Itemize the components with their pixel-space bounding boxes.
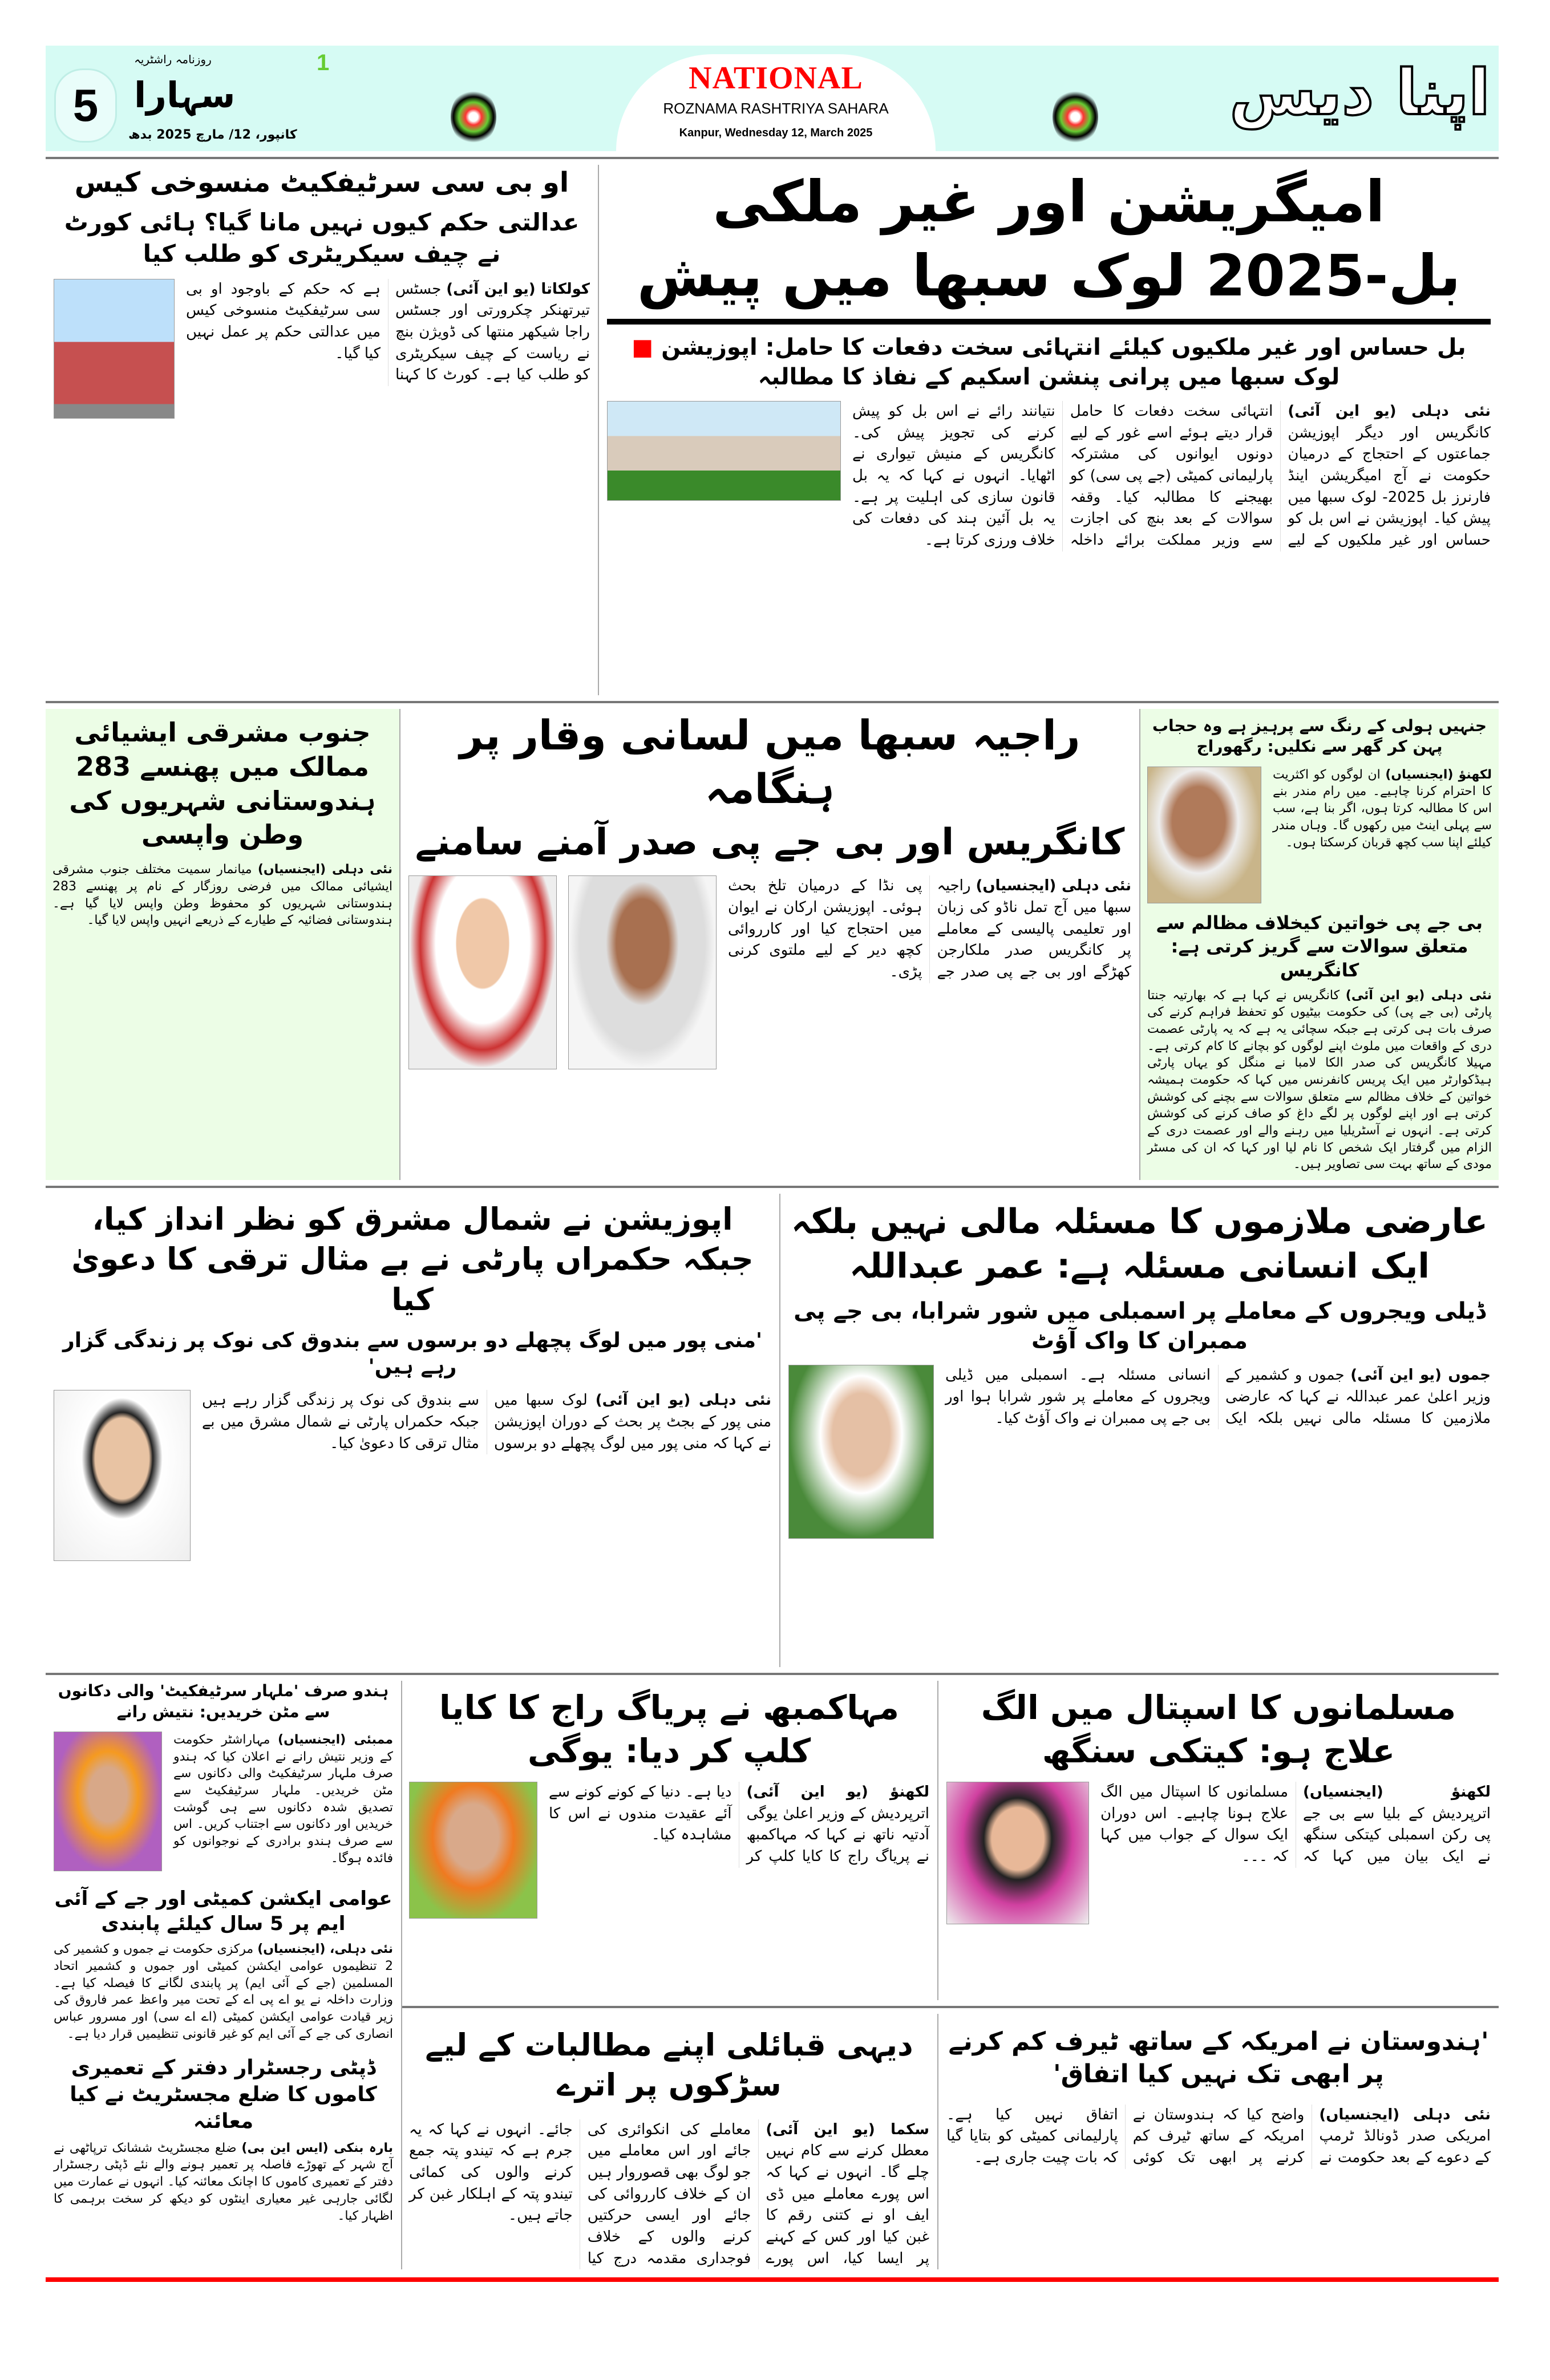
logo-name: سہارا [134, 74, 236, 116]
fifth-section [402, 2014, 1499, 2269]
parliament-photo [607, 401, 841, 501]
paper-name: ROZNAMA RASHTRIYA SAHARA [663, 100, 889, 117]
second-section [46, 709, 1499, 1180]
body-text: امریکی صدر ڈونالڈ ٹرمپ کے دعوے کے بعد حکومت نے واضح کیا کہ ہندوستان نے امریکہ کے ساتھ ٹیرف کم کرنے پر ابھی تک کوئی اتفاق نہیں کیا ہے۔ پارلیمانی کمیٹی کو بتایا گیا کہ بات چیت جاری ہے۔ [946, 2106, 1491, 2166]
story-body [173, 1732, 393, 1867]
body-text: کانگریس اور دیگر اپوزیشن جماعتوں کے احتجاج کے درمیان حکومت نے آج امیگریشن اینڈ فارنرز بل 2025- لوک سبھا میں پیش کیا۔ اپوزیشن نے اس بل کو حساس اور غیر ملکیوں کے لیے انتہائی سخت دفعات کا حامل قرار دیتے ہوئے اسے غور کے لیے دونوں ایوانوں کی مشترکہ پارلیمانی کمیٹی (جے پی سی) کو بھیجنے کا مطالبہ کیا۔ وقفہ سوالات کے بعد بنچ کی اجازت سے وزیر مملکت برائے داخلہ نتیانند رائے نے اس بل کو پیش کرنے کی تجویز پیش کی۔ کانگریس کے منیش تیواری نے اٹھایا۔ انہوں نے کہا کہ یہ بل قانون سازی کی اہلیت پر ہے۔ یہ بل آئین ہند کی دفعات کی خلاف ورزی کرتا ہے۔ [852, 403, 1491, 549]
headline: 'ہندوستان نے امریکہ کے ساتھ ٹیرف کم کرنے پر ابھی تک نہیں کیا اتفاق' [948, 2027, 1489, 2089]
dateline: نئی دہلی (ایجنسیاں) [257, 862, 392, 877]
urdu-date: کانپور، 12/ مارچ 2025 بدھ [128, 128, 297, 142]
dateline: لکھنؤ (یو این آئی) [746, 1783, 929, 1801]
headline: عوامی ایکشن کمیٹی اور جے کے آئی ایم پر 5 سال کیلئے پابندی [54, 1887, 392, 1936]
omar-abdullah-photo [788, 1365, 934, 1539]
sub-story-body [1147, 987, 1492, 1174]
story-content [409, 1782, 929, 1919]
dateline: نئی دہلی (یو این آئی) [1288, 403, 1491, 420]
subheadline: کانگریس اور بی جے پی صدر آمنے سامنے [415, 821, 1125, 864]
story-body [852, 401, 1491, 552]
story-rajya-sabha [399, 709, 1139, 1180]
story-manipur [46, 1194, 779, 1667]
subheadline: ڈیلی ویجروں کے معاملے پر اسمبلی میں شور شرابا، بی جے پی ممبران کا واک آؤٹ [794, 1298, 1486, 1355]
subheadline [607, 333, 1491, 392]
story-mutton [54, 1681, 393, 1871]
subheadline-1: بل حساس اور غیر ملکیوں کیلئے انتہائی سخت دفعات کا حامل: اپوزیشن [661, 334, 1466, 360]
body-text: میانمار سمیت مختلف جنوب مشرقی ایشیائی ممالک میں فرضی روزگار کے نام پر پھنسے 283 ہندوستانی شہریوں کو محفوظ وطن واپس لایا گیا ہے۔ ہندوستانی فضائیہ کے طیارے کے ذریعے انہیں واپس لایا گیا۔ [52, 862, 392, 928]
headline: عارضی ملازموں کا مسئلہ مالی نہیں بلکہ ایک انسانی مسئلہ ہے: عمر عبداللہ [791, 1202, 1488, 1287]
story-body [1273, 767, 1492, 851]
subheadline-2: لوک سبھا میں پرانی پنشن اسکیم کے نفاذ کا مطالبہ [758, 364, 1340, 390]
edition-title: NATIONAL [689, 60, 863, 96]
kicker: او بی سی سرٹیفکیٹ منسوخی کیس [74, 167, 569, 198]
headline: اپوزیشن نے شمال مشرق کو نظر انداز کیا، جبکہ حکمراں پارٹی نے بے مثال ترقی کا دعویٰ کیا [71, 1201, 754, 1317]
story-body [54, 1941, 393, 2042]
headline: جنہیں ہولی کے رنگ سے پرہیز ہے وہ حجاب پہن کر گھر سے نکلیں: رگھوراج [1152, 716, 1487, 756]
headline: ڈپٹی رجسٹرار دفتر کے تعمیری کاموں کا ضلع مجسٹریٹ نے کیا معائنہ [70, 2056, 377, 2133]
page-number: 5 [54, 68, 117, 143]
divider [46, 701, 1499, 703]
dateline: لکھنؤ (ایجنسیاں) [1385, 767, 1492, 782]
story-content [408, 875, 1131, 1069]
dateline: نئی دہلی (یو این آئی) [595, 1392, 772, 1409]
story-body [52, 861, 392, 929]
high-court-photo [54, 279, 175, 419]
newspaper-logo [128, 50, 379, 148]
story-holi [1139, 709, 1499, 1180]
story-hospital [937, 1681, 1499, 2000]
story-body [945, 1365, 1491, 1429]
divider [46, 1673, 1499, 1675]
dateline: سکما (یو این آئی) [766, 2120, 929, 2138]
bottom-left-column [46, 1681, 401, 2269]
story-body [946, 2105, 1491, 2169]
raghuraj-photo [1147, 767, 1261, 903]
story-immigration [598, 165, 1499, 695]
body-text: کانگریس نے کہا ہے کہ بھارتیہ جنتا پارٹی (بی جے پی) کی حکومت بیٹیوں کو تحفظ فراہم کرنے کی صرف بات ہی کرتی ہے جبکہ سچائی یہ ہے کہ یہ پارٹی عصمت دری کے واقعات میں ملوث اپنے لوگوں کو بچانے کا کام کرتی ہے۔ مہیلا کانگریس کی صدر الکا لامبا نے منگل کو یہاں پارٹی ہیڈکوارٹر میں ایک پریس کانفرنس میں کہا کہ حکومت ہمیشہ خواتین کے خلاف مظالم سے متعلق سوالات سے بچنے کی کوشش کرتی ہے اور اپنے لوگوں پر لگے داغ کو صاف کرنے کی کوشش کرتی ہے۔ انہوں نے آسٹریلیا میں رہنے والے اور عصمت دری کے الزام میں گرفتار ایک شخص کا نام لیا اور کہا کہ ان کی مسٹر مودی کے ساتھ بہت سی تصاویر ہیں۔ [1147, 988, 1492, 1172]
story-body [54, 2140, 393, 2224]
subheadline: 'منی پور میں لوگ پچھلے دو برسوں سے بندوق کی نوک پر زندگی گزار رہے ہیں' [62, 1328, 763, 1379]
dateline: نئی دہلی (ایجنسیاں) [976, 877, 1131, 895]
headline: عدالتی حکم کیوں نہیں مانا گیا؟ ہائی کورٹ نے چیف سیکریٹری کو طلب کیا [64, 208, 580, 267]
divider [402, 2006, 1499, 2008]
headline: جنوب مشرقی ایشیائی ممالک میں پھنسے 283 ہندوستانی شہریوں کی وطن واپسی [69, 717, 376, 850]
body-text: اترپردیش کے وزیر اعلیٰ یوگی آدتیہ ناتھ نے کہا کہ مہاکمبھ نے پریاگ راج کا کایا کلپ کر دیا ہے۔ دنیا کے کونے کونے سے آئے عقیدت مندوں نے اس کا مشاہدہ کیا۔ [549, 1783, 929, 1865]
dateline: جموں (یو این آئی) [1350, 1367, 1491, 1384]
story-content [607, 401, 1491, 552]
logo-tagline: روزنامہ راشٹریہ [134, 52, 212, 66]
logo-torch-icon: 1 [317, 50, 330, 75]
body-text: ان لوگوں کو اکثریت کا احترام کرنا چاہیے۔ میں رام مندر بنے اس کا مطالبہ کرتا ہوں، اگر بنا ہے، سب سے پہلی اینٹ میں رکھوں گا۔ وہاں مندر کیلئے اپنا سب کچھ قربان کرسکتا ہوں۔ [1273, 767, 1492, 850]
story-body [1100, 1782, 1491, 1868]
body-text: جسٹس تیرتھنکر چکرورتی اور جسٹس راجا شیکھر منتھا کی ڈویژن بنچ نے ریاست کے چیف سیکریٹری کو طلب کیا ہے۔ کورٹ کا کہنا ہے کہ حکم کے باوجود او بی سی سرٹیفکیٹ منسوخی کیس میں عدالتی حکم پر عمل نہیں کیا گیا۔ [186, 280, 590, 384]
bullet-icon: ■ [632, 334, 654, 360]
headline: مہاکمبھ نے پریاگ راج کا کایا کلپ کر دیا: یوگی [439, 1688, 900, 1770]
story-content [946, 1782, 1491, 1924]
english-date: Kanpur, Wednesday 12, March 2025 [679, 127, 873, 139]
gaurav-gogoi-photo [54, 1390, 191, 1561]
story-body [409, 2119, 929, 2270]
subheadline: بی جے پی خواتین کیخلاف مظالم سے متعلق سوالات سے گریز کرتی ہے: کانگریس [1156, 911, 1483, 981]
fourth-section [402, 1681, 1499, 2000]
sunburst-icon [1053, 88, 1098, 145]
yogi-photo [409, 1782, 537, 1919]
story-content [54, 279, 590, 419]
story-returnees [46, 709, 399, 1180]
story-content [54, 1732, 393, 1871]
story-omar-abdullah [779, 1194, 1499, 1667]
dateline: کولکاتا (یو این آئی) [446, 280, 590, 298]
divider [46, 157, 1499, 159]
sunburst-icon [451, 88, 496, 145]
third-section [46, 1194, 1499, 1667]
story-obc [46, 165, 598, 695]
bottom-main-area [401, 1681, 1499, 2269]
bottom-section [46, 1681, 1499, 2269]
story-body [186, 279, 590, 386]
newspaper-page [46, 0, 1499, 2282]
story-body [728, 875, 1131, 983]
masthead [46, 46, 1499, 151]
divider [607, 319, 1491, 325]
body-text: مرکزی حکومت نے جموں و کشمیر کی 2 تنظیموں عوامی ایکشن کمیٹی اور جموں و کشمیر اتحاد المسلمین (جے کے آئی ایم) پر پابندی لگانے کا فیصلہ کیا ہے۔ وزارت داخلہ نے یو اے پی اے کے تحت میر واعظ عمر فاروق کی زیر قیادت عوامی ایکشن کمیٹی (اے اے سی) اور مسرور عباس انصاری کی جے کے آئی ایم کو غیر قانونی تنظیمیں قرار دیا ہے۔ [54, 1942, 393, 2041]
dateline: نئی دہلی (یو این آئی) [1345, 988, 1492, 1003]
dateline: لکھنؤ (ایجنسیاں) [1303, 1783, 1491, 1801]
body-text: اترپردیش کے بلیا سے بی جے پی رکن اسمبلی کیتکی سنگھ نے ایک بیان میں کہا کہ مسلمانوں کا اسپتال میں الگ علاج ہونا چاہیے۔ اس دوران ایک سوال کے جواب میں کہا کہ ۔۔۔ [1100, 1783, 1491, 1865]
story-body [202, 1390, 771, 1454]
jp-nadda-photo [408, 875, 557, 1069]
dateline: بارہ بنکی (ایس این بی) [241, 2140, 393, 2155]
story-body [549, 1782, 929, 1868]
divider [46, 1186, 1499, 1188]
headline: دیہی قبائلی اپنے مطالبات کے لیے سڑکوں پر اترے [425, 2027, 913, 2103]
body-text: جموں و کشمیر کے وزیر اعلیٰ عمر عبداللہ نے کہا کہ عارضی ملازمین کا مسئلہ مالی نہیں بلکہ ایک انسانی مسئلہ ہے۔ اسمبلی میں ڈیلی ویجروں کے معاملے پر شور شرابا ہوا اور بی جے پی ممبران نے واک آؤٹ کیا۔ [945, 1367, 1491, 1427]
headline: ہندو صرف 'ملہار سرٹیفکیٹ' والی دکانوں سے مٹن خریدیں: نتیش رانے [58, 1681, 389, 1721]
story-content [1147, 767, 1492, 903]
story-kumbh [401, 1681, 937, 2000]
ketki-singh-photo [946, 1782, 1089, 1924]
story-content [54, 1390, 771, 1561]
story-registrar [54, 2055, 393, 2224]
body-text: راجیہ سبھا میں آج تمل ناڈو کی زبان اور تعلیمی پالیسی کے معاملے پر کانگریس صدر ملکارجن کھڑگے اور بی جے پی صدر جے پی نڈا کے درمیان تلخ بحث ہوئی۔ اپوزیشن ارکان نے ایوان میں احتجاج کیا اور کارروائی کچھ دیر کے لیے ملتوی کرنی پڑی۔ [728, 877, 1131, 981]
dateline: نئی دہلی (ایجنسیاں) [1319, 2106, 1491, 2123]
story-content [788, 1365, 1491, 1539]
headline: راجیہ سبھا میں لسانی وقار پر ہنگامہ [459, 711, 1080, 813]
headline: امیگریشن اور غیر ملکی بل-2025 لوک سبھا میں پیش [637, 168, 1461, 309]
body-text: معطل کرنے سے کام نہیں چلے گا۔ انہوں نے کہا کہ اس پورے معاملے میں ڈی ایف او نے کتنی رقم کا غبن کیا اور کس کے کہنے پر ایسا کیا، اس پورے معاملے کی انکوائری کی جائے اور اس معاملے میں جو لوگ بھی قصوروار ہیں ان کے خلاف کارروائی کی جائے اور ایسی حرکتیں کرنے والوں کے خلاف فوجداری مقدمہ درج کیا جائے۔ انہوں نے کہا کہ یہ جرم ہے کہ تیندو پتہ جمع کرنے والوں کی کمائی تیندو پتہ کے اہلکار غبن کر جاتے ہیں۔ [409, 2120, 929, 2267]
story-ban [54, 1886, 393, 2043]
dateline: ممبئی (ایجنسیاں) [278, 1732, 394, 1747]
story-tribals [401, 2014, 937, 2269]
section-title: اپنا دیس [1229, 56, 1490, 129]
dateline: نئی دہلی، (ایجنسیاں) [257, 1942, 393, 1957]
body-text: لوک سبھا میں منی پور کے بجٹ پر بحث کے دوران اپوزیشن نے کہا کہ منی پور میں لوگ پچھلے دو برسوں سے بندوق کی نوک پر زندگی گزار رہے ہیں جبکہ حکمراں پارٹی نے شمال مشرق میں بے مثال ترقی کا دعویٰ کیا۔ [202, 1392, 771, 1452]
footer-red-rule [46, 2277, 1499, 2282]
nitesh-rane-photo [54, 1732, 162, 1871]
top-section [46, 165, 1499, 695]
story-tariff [937, 2014, 1499, 2269]
headline: مسلمانوں کا اسپتال میں الگ علاج ہو: کیتکی سنگھ [981, 1688, 1456, 1770]
body-text: مہاراشٹر حکومت کے وزیر نتیش رانے نے اعلان کیا کہ ہندو صرف ملہار سرٹیفکیٹ والی دکانوں سے مٹن خریدیں۔ ملہار سرٹیفکیٹ سے تصدیق شدہ دکانوں سے ہی گوشت خریدیں اور دکانوں سے اجتناب کریں۔ اس سے صرف ہندو برادری کے نوجوانوں کو فائدہ ہوگا۔ [173, 1732, 393, 1866]
body-text: ضلع مجسٹریٹ ششانک ترپاٹھی نے آج شہر کے تھوڑے فاصلہ پر تعمیر ہونے والے نئے ڈپٹی رجسٹرار دفتر کے تعمیری کاموں کا اچانک معائنہ کیا۔ انہوں نے عمارت میں لگائی جارہی غیر معیاری اینٹوں کو دیکھ کر سخت برہمی کا اظہار کیا۔ [54, 2140, 393, 2223]
kharge-photo [568, 875, 717, 1069]
